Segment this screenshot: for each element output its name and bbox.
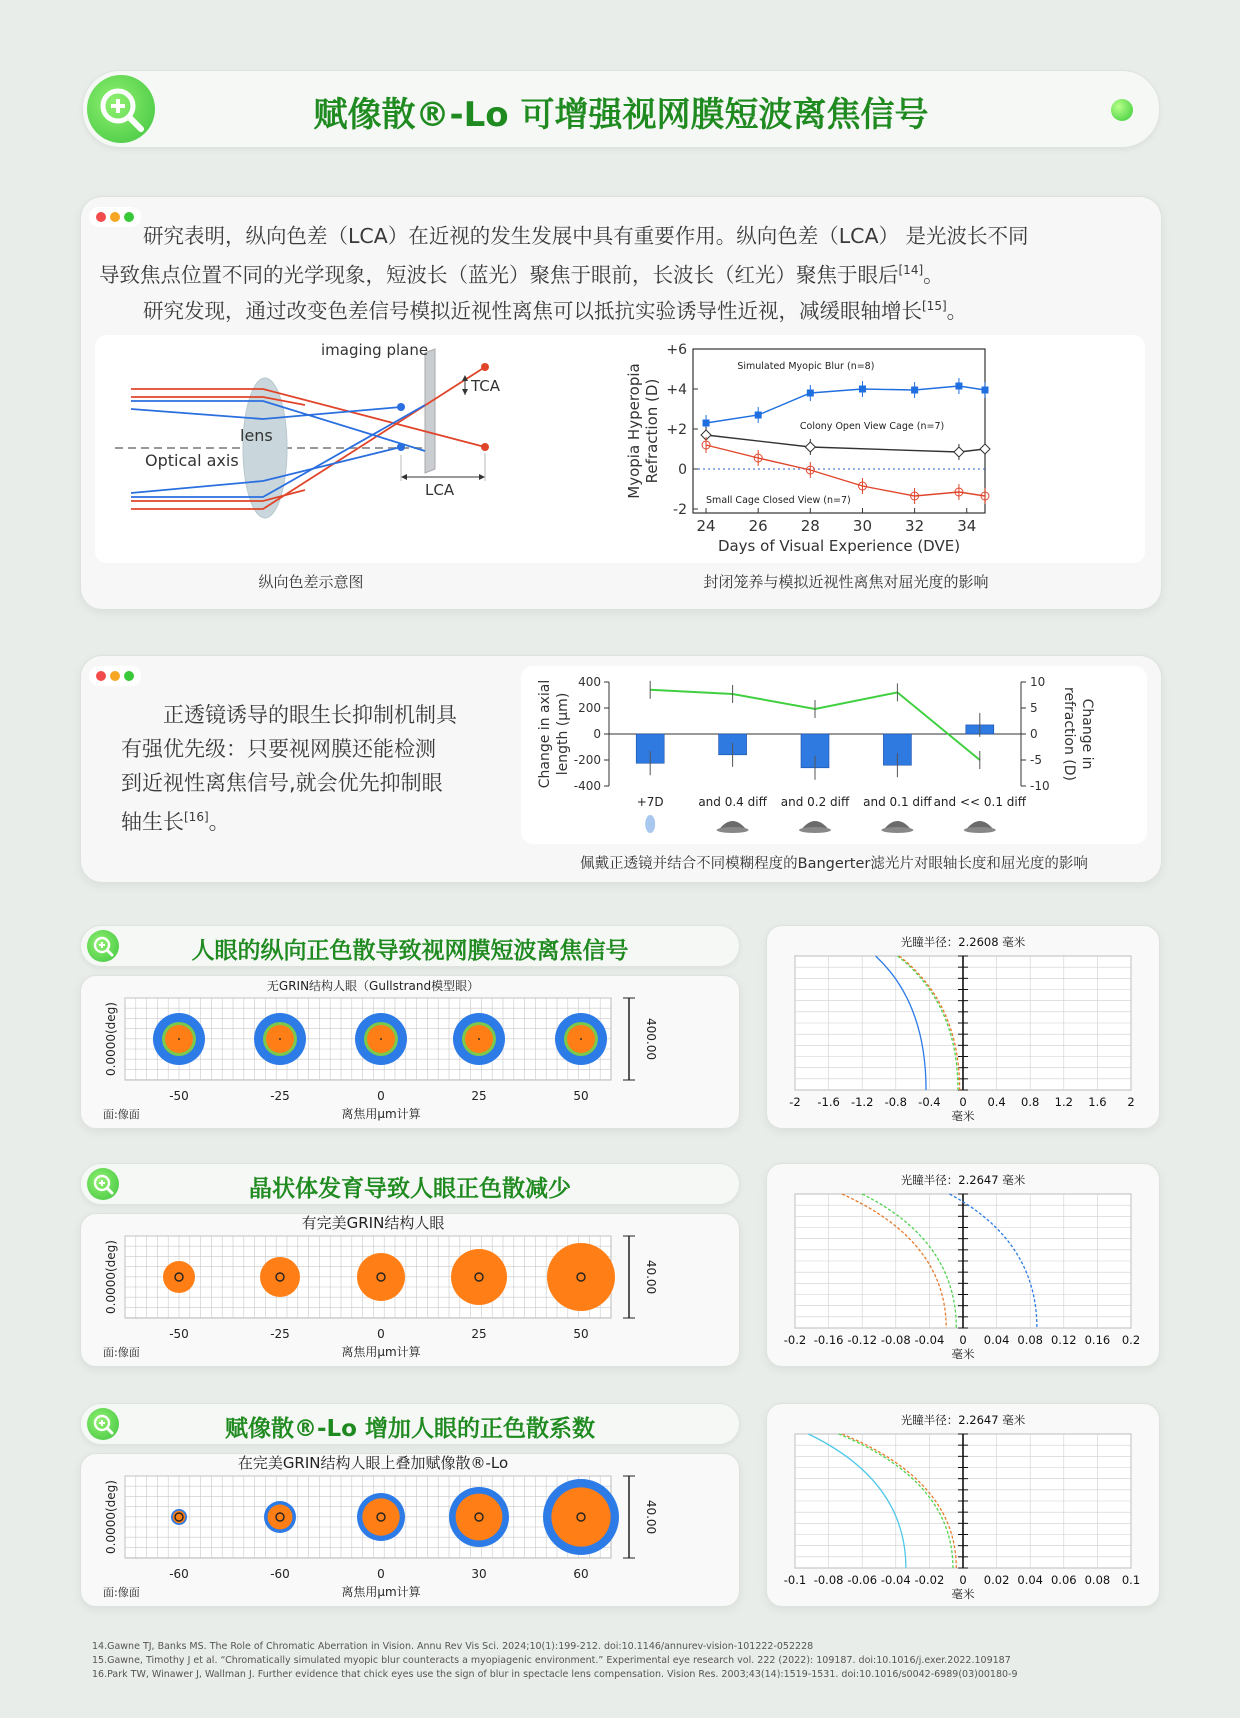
x-tick-label: -0.4	[918, 1095, 941, 1109]
panel1-curve-card	[766, 925, 1160, 1129]
scale-label: 40.00	[644, 1259, 658, 1295]
x-tick-label: 32	[905, 517, 925, 535]
y-tick-label: +4	[666, 382, 687, 398]
x-tick-label: -0.02	[914, 1573, 945, 1587]
data-point	[807, 390, 814, 397]
legend-label: Simulated Myopic Blur (n=8)	[737, 361, 875, 372]
intro-paragraph-2: 研究发现，通过改变色差信号模拟近视性离焦可以抵抗实验诱导性近视，减缓眼轴增长[15]。	[143, 298, 968, 323]
x-label: 离焦用μm计算	[341, 1345, 421, 1359]
y-tick-label: -400	[573, 779, 601, 793]
curve-title: 光瞳半径：2.2647 毫米	[900, 1413, 1026, 1427]
filter-base-icon	[717, 827, 749, 833]
x-tick-label: 0	[959, 1333, 967, 1347]
panel1-curve-chart	[767, 926, 1159, 1128]
category-label: and 0.4 diff	[698, 795, 767, 809]
category-label: and 0.2 diff	[780, 795, 850, 809]
category-label: and << 0.1 diff	[933, 795, 1027, 809]
x-tick-label: 0.12	[1050, 1333, 1077, 1347]
tca-label: TCA	[471, 377, 501, 395]
x-tick-label: 0.4	[987, 1095, 1006, 1109]
panel3-title-bar	[80, 1403, 740, 1445]
x-tick-label: -0.04	[880, 1573, 911, 1587]
data-point	[911, 387, 918, 394]
y-tick-label: 200	[578, 701, 601, 715]
x-tick-label: 30	[852, 517, 873, 535]
filter-base-icon	[881, 827, 913, 833]
panel3-spot-card	[80, 1453, 740, 1607]
spot-inner	[268, 1505, 293, 1530]
x-tick-label: 2	[1127, 1095, 1135, 1109]
legend-label: Colony Open View Cage (n=7)	[799, 421, 945, 432]
page-title: 赋像散®-Lo 可增强视网膜短波离焦信号	[313, 95, 929, 135]
lens-icon	[645, 815, 655, 833]
series-line	[706, 445, 985, 496]
reference-15: 15.Gawne, Timothy J et al. “Chromatically simulated myopic blur counteracts a myopiagenic environment.” Experimental eye research vol. 222 (2022): 109187. doi:10.1016/j.exer.2022.109187	[92, 1655, 1011, 1666]
data-point	[755, 412, 762, 419]
plot-title: 无GRIN结构人眼（Gullstrand模型眼）	[266, 979, 480, 993]
plot-title: 有完美GRIN结构人眼	[301, 1214, 445, 1232]
y2-tick-label: 10	[1030, 675, 1046, 689]
corner-label: 面:像面	[103, 1586, 140, 1599]
data-point	[703, 420, 710, 427]
data-point	[954, 447, 964, 457]
spot	[163, 1261, 195, 1293]
x-label: 毫米	[951, 1347, 975, 1361]
spot-center	[478, 1038, 480, 1040]
window-dots	[89, 666, 141, 686]
panel1-title-bar	[80, 925, 740, 967]
corner-label: 面:像面	[103, 1108, 140, 1121]
x-tick-label: -0.06	[847, 1573, 878, 1587]
y-tick-label: 400	[578, 675, 601, 689]
panel2-spot-card	[80, 1213, 740, 1367]
intro-paragraph-1: 研究表明，纵向色差（LCA）在近视的发生发展中具有重要作用。纵向色差（LCA） 是光波长不同	[143, 224, 1029, 248]
spot-center	[580, 1038, 582, 1040]
scale-label: 40.00	[644, 1499, 658, 1535]
y2-tick-label: 0	[1030, 727, 1038, 741]
spot-center	[380, 1038, 382, 1040]
y-axis-label-bottom: Refraction (D)	[643, 378, 661, 484]
x-tick-label: -25	[270, 1089, 290, 1103]
x-tick-label: 0.8	[1021, 1095, 1040, 1109]
x-tick-label: -25	[270, 1327, 290, 1341]
spot-inner	[551, 1487, 610, 1546]
x-tick-label: 30	[471, 1567, 487, 1581]
spot-center	[279, 1038, 281, 1040]
x-tick-label: 0	[377, 1089, 385, 1103]
x-tick-label: -60	[169, 1567, 189, 1581]
y-axis-label-top: Myopia Hyperopia	[625, 363, 643, 499]
x-tick-label: 25	[471, 1089, 487, 1103]
x-tick-label: -0.08	[880, 1333, 911, 1347]
y-label: 0.0000(deg)	[104, 1002, 118, 1076]
x-tick-label: 0.06	[1050, 1573, 1077, 1587]
lens-card	[80, 655, 1162, 883]
lens-paragraph: 正透镜诱导的眼生长抑制机制具 有强优先级：只要视网膜还能检测 到近视性离焦信号,就会优先抑制眼 轴生长[16]。	[121, 703, 457, 834]
x-label: 离焦用μm计算	[341, 1585, 421, 1599]
intro-paragraph-1b: 导致焦点位置不同的光学现象，短波长（蓝光）聚焦于眼前，长波长（红光）聚焦于眼后[14]。	[99, 262, 944, 287]
panel2-spot-diagram	[81, 1214, 739, 1366]
data-point	[982, 387, 989, 394]
panel2-title-bar	[80, 1163, 740, 1205]
y2-tick-label: 5	[1030, 701, 1038, 715]
x-tick-label: -60	[270, 1567, 290, 1581]
y2-tick-label: -5	[1030, 753, 1042, 767]
intro-card	[80, 196, 1162, 610]
y-tick-label: 0	[593, 727, 601, 741]
spot	[547, 1243, 615, 1311]
x-label: 离焦用μm计算	[341, 1107, 421, 1121]
right-axis-label: Change in	[1079, 698, 1095, 770]
refraction-chart	[615, 335, 1045, 563]
header-bar	[82, 70, 1160, 148]
x-tick-label: 50	[573, 1089, 589, 1103]
corner-label: 面:像面	[103, 1346, 140, 1359]
x-tick-label: 0.08	[1017, 1333, 1044, 1347]
curve-title: 光瞳半径：2.2608 毫米	[900, 935, 1026, 949]
panel1-spot-card	[80, 975, 740, 1129]
x-tick-label: 0.1	[1121, 1573, 1141, 1587]
x-tick-label: 0.2	[1121, 1333, 1141, 1347]
optical-axis-label: Optical axis	[145, 451, 239, 470]
x-tick-label: -1.2	[850, 1095, 874, 1109]
panel2-curve-chart	[767, 1164, 1159, 1366]
left-axis-label: Change in axial	[537, 679, 553, 789]
x-tick-label: 0.08	[1084, 1573, 1111, 1587]
x-tick-label: -0.1	[783, 1573, 807, 1587]
lca-label: LCA	[425, 481, 455, 499]
x-tick-label: 60	[573, 1567, 589, 1581]
x-tick-label: 50	[573, 1327, 589, 1341]
x-tick-label: 0.02	[983, 1573, 1010, 1587]
y-label: 0.0000(deg)	[104, 1480, 118, 1554]
x-tick-label: -0.04	[914, 1333, 945, 1347]
spot-inner	[456, 1494, 503, 1541]
spot-center	[178, 1038, 180, 1040]
spot	[260, 1257, 300, 1297]
bangerter-chart-area	[521, 666, 1147, 844]
bangerter-chart	[521, 666, 1147, 844]
x-tick-label: 0.04	[1017, 1573, 1044, 1587]
legend-label: Small Cage Closed View (n=7)	[706, 495, 851, 506]
data-point	[805, 442, 815, 452]
x-tick-label: -50	[169, 1089, 189, 1103]
x-tick-label: 28	[800, 517, 820, 535]
y2-tick-label: -10	[1030, 779, 1050, 793]
x-tick-label: 0	[377, 1327, 385, 1341]
reference-14: 14.Gawne TJ, Banks MS. The Role of Chromatic Aberration in Vision. Annu Rev Vis Sci. 2024;10(1):199-212. doi:10.1146/annurev-vision-101222-052228	[92, 1641, 814, 1652]
category-label: and 0.1 diff	[863, 795, 932, 809]
category-label: +7D	[636, 795, 664, 809]
plot-title: 在完美GRIN结构人眼上叠加赋像散®-Lo	[237, 1454, 509, 1472]
status-dot-icon	[1111, 99, 1133, 121]
y-tick-label: 0	[678, 462, 687, 478]
figure-area	[95, 335, 1145, 563]
panel3-spot-diagram	[81, 1454, 739, 1606]
left-axis-label-2: length (μm)	[555, 692, 571, 776]
data-point	[955, 383, 962, 390]
myopia-caption: 封闭笼养与模拟近视性离焦对屈光度的影响	[703, 573, 989, 591]
lca-diagram	[95, 335, 575, 563]
panel3-curve-chart	[767, 1404, 1159, 1606]
panel2-title: 晶状体发育导致人眼正色散减少	[249, 1176, 571, 1202]
spot	[357, 1253, 405, 1301]
series-line	[706, 386, 985, 423]
spot-inner	[362, 1498, 399, 1535]
x-axis-label: Days of Visual Experience (DVE)	[717, 537, 961, 555]
window-dots	[89, 207, 141, 227]
x-tick-label: -0.16	[813, 1333, 844, 1347]
y-label: 0.0000(deg)	[104, 1240, 118, 1314]
lens-label: lens	[240, 426, 273, 445]
filter-base-icon	[964, 827, 996, 833]
x-tick-label: 24	[696, 517, 716, 535]
x-tick-label: -0.8	[884, 1095, 908, 1109]
panel1-spot-diagram	[81, 976, 739, 1128]
x-tick-label: 0.16	[1084, 1333, 1111, 1347]
lca-caption: 纵向色差示意图	[258, 573, 364, 591]
curve-title: 光瞳半径：2.2647 毫米	[900, 1173, 1026, 1187]
x-tick-label: 0	[959, 1573, 967, 1587]
x-tick-label: 26	[748, 517, 768, 535]
data-point	[859, 386, 866, 393]
x-tick-label: -0.2	[783, 1333, 807, 1347]
x-tick-label: 1.2	[1054, 1095, 1073, 1109]
x-tick-label: 0	[959, 1095, 967, 1109]
x-label: 毫米	[951, 1587, 975, 1601]
panel2-curve-card	[766, 1163, 1160, 1367]
data-point	[980, 444, 990, 454]
scale-label: 400.00	[644, 1018, 658, 1060]
spot	[451, 1249, 507, 1305]
panel1-title: 人眼的纵向正色散导致视网膜短波离焦信号	[191, 938, 629, 964]
filter-base-icon	[799, 827, 831, 833]
x-tick-label: 25	[471, 1327, 487, 1341]
x-tick-label: 34	[957, 517, 977, 535]
reference-16: 16.Park TW, Winawer J, Wallman J. Further evidence that chick eyes use the sign of blur in spectacle lens compensation. Vision Res. 2003;43(14):1519-1531. doi:10.1016/s0042-6989(03)00180-9	[92, 1669, 1018, 1680]
panel3-title: 赋像散®-Lo 增加人眼的正色散系数	[224, 1416, 595, 1442]
right-axis-label-2: refraction (D)	[1061, 687, 1077, 781]
x-tick-label: 1.6	[1088, 1095, 1107, 1109]
x-tick-label: -0.12	[847, 1333, 878, 1347]
x-tick-label: 0	[377, 1567, 385, 1581]
x-tick-label: -50	[169, 1327, 189, 1341]
x-label: 毫米	[951, 1109, 975, 1123]
x-tick-label: -0.08	[813, 1573, 844, 1587]
series-line	[706, 435, 985, 452]
y-tick-label: +2	[666, 422, 687, 438]
imaging-plane-label: imaging plane	[321, 341, 429, 359]
x-tick-label: -2	[789, 1095, 801, 1109]
bangerter-caption: 佩戴正透镜并结合不同模糊程度的Bangerter滤光片对眼轴长度和屈光度的影响	[580, 856, 1088, 872]
y-tick-label: -2	[673, 502, 687, 518]
x-tick-label: -1.6	[817, 1095, 840, 1109]
x-tick-label: 0.04	[983, 1333, 1010, 1347]
y-tick-label: +6	[666, 342, 687, 358]
y-tick-label: -200	[573, 753, 601, 767]
panel3-curve-card	[766, 1403, 1160, 1607]
